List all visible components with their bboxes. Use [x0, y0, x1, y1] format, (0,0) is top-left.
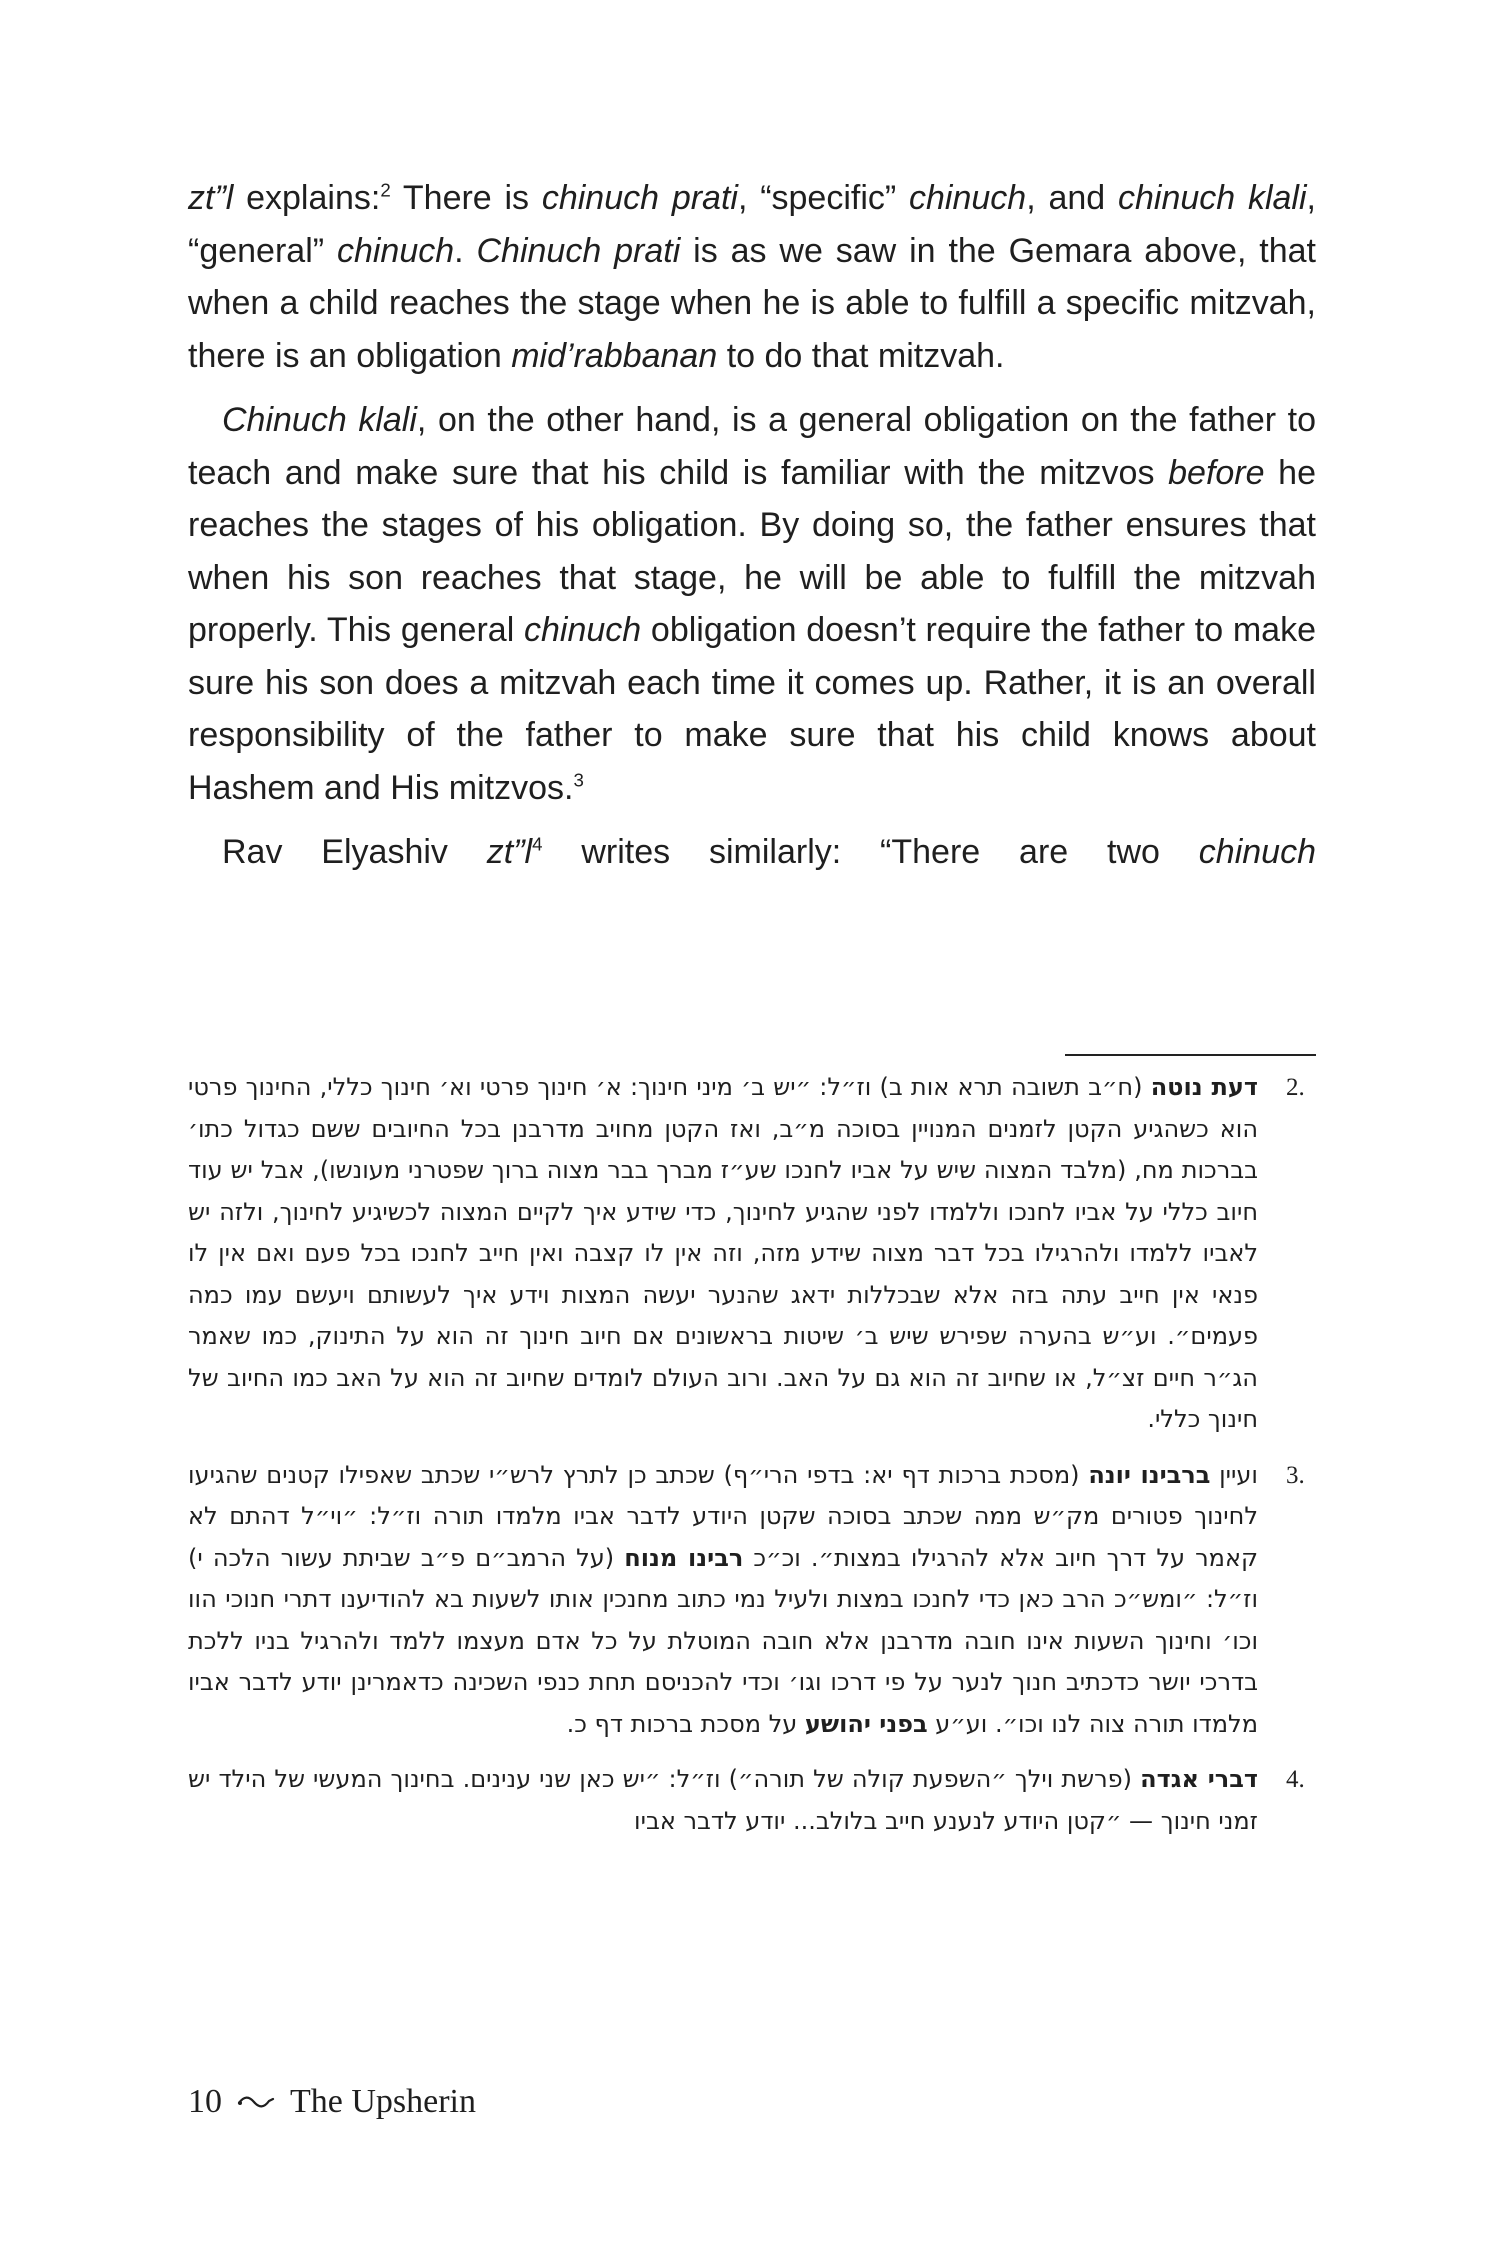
footnote-body: (פרשת וילך ״השפעת קולה של תורה״) וז״ל: ״יש כאן שני ענינים. בחינוך המעשי של הילד יש זמני חינוך — ״קטן היודע לנענע חייב בלולב... יודע לדבר אביו [188, 1765, 1258, 1835]
italic-term: before [1168, 453, 1265, 492]
footnote-text [188, 1067, 1316, 1441]
source-title: דעת נוטה [1150, 1073, 1258, 1101]
italic-term: chinuch prati [541, 179, 738, 217]
italic-term: Chinuch prati [476, 231, 681, 270]
footnote-body: (ח״ב תשובה תרא אות ב) וז״ל: ״יש ב׳ מיני חינוך: א׳ חינוך פרטי וא׳ חינוך כללי, החינוך פרטי הוא כשהגיע הקטן לזמנים המנויין בסוכה מ״ב, ואז הקטן מחויב מדרבנן בכל החיובים ששם כגדול כתו׳ בברכות מח, (מלבד המצוה שיש על אביו לחנכו שע״ז מברך בבר מצוה ברוך שפטרני מעונשו), אבל יש עוד חיוב כללי על אביו לחנכו וללמדו לפני שהגיע לחינוך, כדי שידע איך לקיים המצוה לכשיגיע לחינוך, ולזה יש לאביו ללמדו ולהרגילו בכל דבר מצוה שידע מזה, וזה אין לו קצבה ואין חייב לחנכו בכל פעם ואם אין לו פנאי אין חייב עתה בזה אלא שבכללות ידאג שהנער יעשה המצות וידע איך לעשותם ויעשם עמו כמה פעמים״. וע״ש בהערה שפירש שיש ב׳ שיטות בראשונים אם חיוב חינוך זה הוא על התינוק, כמו שאמר הג״ר חיים זצ״ל, או שחיוב זה הוא גם על האב. ורוב העולם לומדים שחיוב זה הוא על האב כמו החיוב של חינוך כללי. [188, 1073, 1258, 1433]
footnote-2 [188, 1067, 1316, 1441]
text-run: , “specific” [737, 179, 910, 217]
text-run: , “general” [188, 179, 1316, 270]
page-number: 10 [188, 2083, 222, 2120]
italic-term: chinuch [1198, 833, 1316, 871]
footnote-body: על מסכת ברכות דף כ. [566, 1709, 805, 1738]
text-run: writes similarly: “There are two [542, 833, 1199, 871]
italic-term: chinuch [336, 231, 455, 270]
footnote-ref-2[interactable]: 2 [380, 179, 391, 201]
footnotes [188, 1067, 1316, 1856]
paragraph-1 [188, 172, 1316, 382]
paragraph-3 [188, 826, 1316, 879]
footnote-ref-3[interactable]: 3 [573, 769, 584, 791]
italic-term: chinuch [909, 179, 1027, 217]
swash-ornament-icon [236, 2093, 276, 2111]
book-title: The Upsherin [290, 2083, 477, 2120]
footnote-body: ועיין [1210, 1460, 1258, 1489]
source-title: ברבינו יונה [1088, 1460, 1211, 1489]
footnote-text [188, 1759, 1316, 1842]
text-run: There is [390, 179, 542, 217]
footnote-body: (על הרמב״ם פ״ב שביתת עשור הלכה י) וז״ל: ״ומש״כ הרב כאן כדי לחנכו במצות ולעיל נמי כתוב מחנכין אותו לשעות בא להודיענו דתרי חנוכי הוו וכו׳ וחינוך השעות אינו חובה מדרבנן אלא חובה המוטלת על כל אדם מעצמו ללמד ולהרגיל בניו ללכת בדרכי יושר כדכתיב חנוך לנער על פי דרכו וגו׳ וכדי להכניסם תחת כנפי השכינה כדאמרינן יודע לדבר אביו מלמדו תורה צוה לנו וכו״. וע״ע [188, 1543, 1258, 1738]
italic-term: zt”l [188, 179, 234, 217]
text-run: , on the other hand, is a general obligation on the father to teach and make sure that his child is familiar with the mitzvos [188, 401, 1317, 492]
main-text [188, 172, 1316, 891]
text-run: , and [1026, 179, 1118, 217]
italic-term: zt”l [486, 833, 533, 871]
italic-term: chinuch klali [1117, 179, 1307, 217]
text-run: Rav Elyashiv [222, 833, 487, 871]
text-run: to do that mitzvah. [717, 336, 1005, 375]
footnote-number: 3. [1286, 1461, 1305, 1489]
footnote-text [188, 1455, 1316, 1746]
footnote-4 [188, 1759, 1316, 1842]
text-run: is as we saw in the Gemara above, that when a child reaches the stage when he is able to fulfill a specific mitzvah, there is an obligation [188, 231, 1316, 375]
text-run: he reaches the stages of his obligation. By doing so, the father ensures that when his son reaches that stage, he will be able to fulfill the mitzvah properly. This general [188, 453, 1316, 649]
footnote-number: 4. [1286, 1766, 1305, 1793]
italic-term: mid’rabbanan [511, 336, 718, 375]
italic-term: chinuch [523, 611, 642, 649]
footnote-body: (מסכת ברכות דף יא: בדפי הרי״ף) שכתב כן לתרץ לרש״י שכתב שאפילו קטנים שהגיעו לחינוך פטורים מק״ש ממה שכתב בסוכה שקטן היודע לדבר אביו מלמדו תורה וז״ל: ״וי״ל דהתם לא קאמר על דרך חיוב אלא להרגילו במצות״. וכ״כ [188, 1460, 1259, 1572]
text-run: . [454, 231, 477, 270]
source-title: דברי אגדה [1140, 1765, 1258, 1793]
footnote-separator [1065, 1054, 1316, 1056]
italic-term: Chinuch klali [222, 401, 417, 439]
footnote-3 [188, 1455, 1316, 1746]
text-run: explains: [233, 179, 381, 217]
page-footer [188, 2083, 476, 2121]
source-title: בפני יהושע [804, 1709, 928, 1738]
source-title: רבינו מנוח [624, 1543, 744, 1572]
paragraph-2 [188, 394, 1316, 814]
footnote-ref-4[interactable]: 4 [532, 833, 543, 855]
text-run: obligation doesn’t require the father to make sure his son does a mitzvah each time it comes up. Rather, it is an overall responsibility of the father to make sure that his child knows about Hashem and His mitzvos. [188, 611, 1316, 807]
footnote-number: 2. [1286, 1074, 1305, 1101]
